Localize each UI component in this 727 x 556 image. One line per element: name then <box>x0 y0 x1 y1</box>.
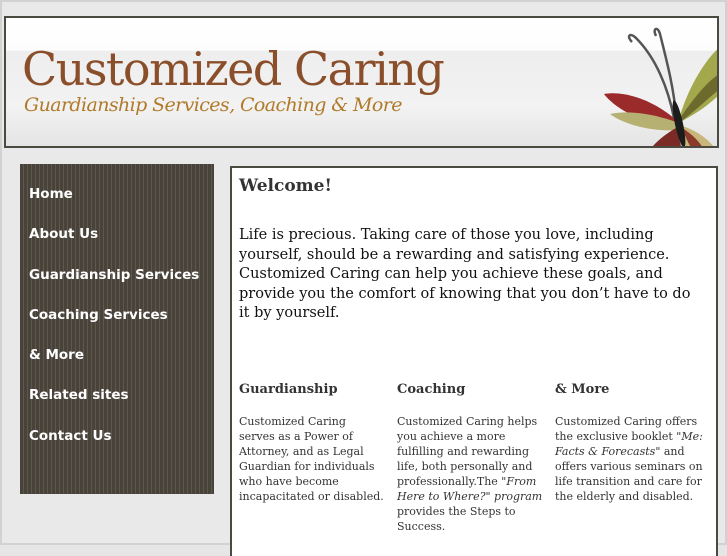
sidebar-nav <box>20 164 214 494</box>
nav-item-and-more[interactable]: & More <box>29 347 84 364</box>
nav-item-coaching-services[interactable]: Coaching Services <box>29 306 168 323</box>
nav-item-about-us[interactable]: About Us <box>29 226 99 243</box>
site-header <box>4 16 719 148</box>
column-text <box>555 414 705 504</box>
nav-item-guardianship-services[interactable]: Guardianship Services <box>29 266 200 283</box>
nav-item-related-sites[interactable]: Related sites <box>29 387 129 404</box>
column-text-emphasis: Me: Facts & Forecasts <box>555 430 703 458</box>
column-text-part: Customized Caring helps you achieve a more fulfilling and rewarding life, both personally and professionally.The " <box>397 415 538 488</box>
column-text-emphasis: From Here to Where?" program <box>397 475 543 503</box>
column-text-part: Customized Caring offers the exclusive booklet " <box>555 415 698 443</box>
page-title: Welcome! <box>239 176 332 196</box>
site-tagline: Guardianship Services, Coaching & More <box>24 94 402 116</box>
main-content <box>230 166 718 556</box>
nav-item-contact-us[interactable]: Contact Us <box>29 427 112 444</box>
column-title: Guardianship <box>239 382 338 397</box>
column-text-part: provides the Steps to Success. <box>397 505 516 533</box>
column-and-more <box>555 382 705 504</box>
column-title: & More <box>555 382 610 397</box>
butterfly-icon <box>596 18 719 148</box>
column-title: Coaching <box>397 382 466 397</box>
column-coaching <box>397 382 543 534</box>
site-title[interactable]: Customized Caring <box>22 42 444 96</box>
nav-item-home[interactable]: Home <box>29 186 73 202</box>
intro-paragraph: Life is precious. Taking care of those you love, including yourself, should be a rewarding and satisfying experience. Customized Caring can help you achieve these goals, and provide you the comfort of knowing that you don’t have to do it by yourself. <box>239 227 691 321</box>
column-guardianship <box>239 382 385 504</box>
column-text-part: " and offers various seminars on life transition and care for the elderly and disabled. <box>555 445 703 503</box>
column-text: Customized Caring serves as a Power of Attorney, and as Legal Guardian for individuals who have become incapacitated or disabled. <box>239 415 384 503</box>
column-text <box>397 414 543 534</box>
